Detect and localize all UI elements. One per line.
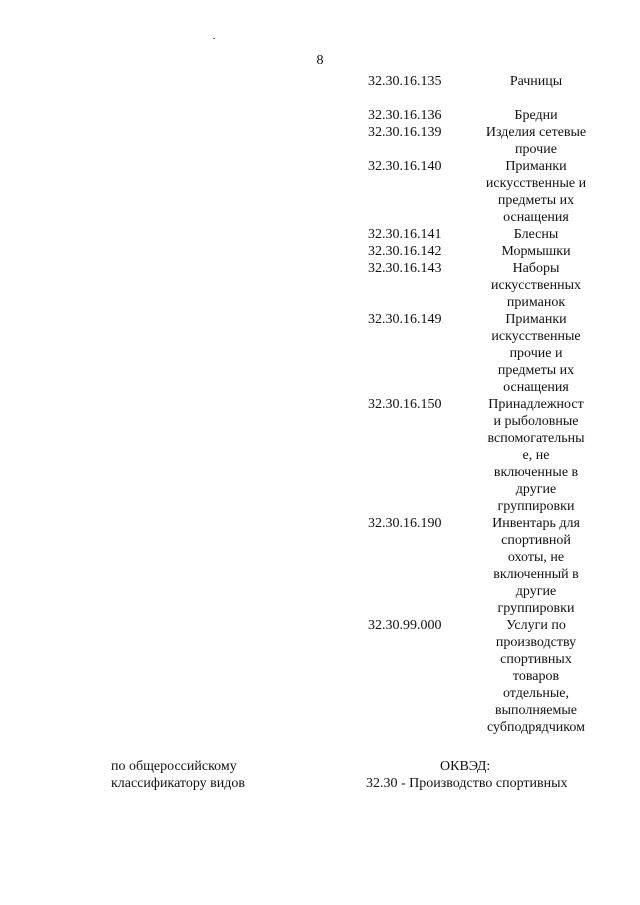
list-item [360, 73, 600, 90]
list-item [360, 107, 600, 124]
code-cell: 32.30.16.136 [368, 108, 442, 123]
okved-code-text: 32.30 - Производство спортивных [366, 776, 568, 791]
description-cell: Услуги по производству спортивных товаров отдельные, выполняемые субподрядчиком [487, 618, 585, 735]
code-cell: 32.30.16.142 [368, 244, 442, 259]
code-cell: 32.30.16.135 [368, 74, 442, 89]
list-item [360, 124, 600, 158]
code-cell: 32.30.16.141 [368, 227, 442, 242]
scan-speck [213, 38, 215, 39]
description-cell: Бредни [514, 108, 558, 123]
code-cell: 32.30.16.140 [368, 159, 442, 174]
page-number: 8 [316, 53, 324, 68]
list-item [360, 243, 600, 260]
code-cell: 32.30.16.190 [368, 516, 442, 531]
code-cell: 32.30.16.149 [368, 312, 442, 327]
classification-list [360, 73, 600, 736]
code-cell: 32.30.16.139 [368, 125, 442, 140]
description-cell: Рачницы [509, 74, 563, 89]
list-item [360, 311, 600, 396]
description-cell: Изделия сетевые прочие [485, 125, 587, 157]
description-cell: Приманки искусственные и предметы их оснащения [485, 159, 587, 225]
description-cell: Мормышки [501, 244, 571, 259]
okved-heading: ОКВЭД: [440, 759, 491, 774]
list-item [360, 515, 600, 617]
list-item [360, 226, 600, 243]
list-item [360, 260, 600, 311]
classifier-label: по общероссийскому классификатору видов [111, 759, 246, 791]
description-cell: Принадлежност и рыболовные вспомогательны е, не включенные в другие группировки [487, 397, 585, 514]
list-item [360, 396, 600, 515]
code-cell: 32.30.99.000 [368, 618, 442, 633]
description-cell: Приманки искусственные прочие и предметы их оснащения [491, 312, 581, 395]
description-cell: Блесны [513, 227, 559, 242]
code-cell: 32.30.16.143 [368, 261, 442, 276]
list-item [360, 617, 600, 736]
description-cell: Наборы искусственных приманок [491, 261, 581, 310]
code-cell: 32.30.16.150 [368, 397, 442, 412]
list-item [360, 158, 600, 226]
description-cell: Инвентарь для спортивной охоты, не включенный в другие группировки [492, 516, 580, 616]
